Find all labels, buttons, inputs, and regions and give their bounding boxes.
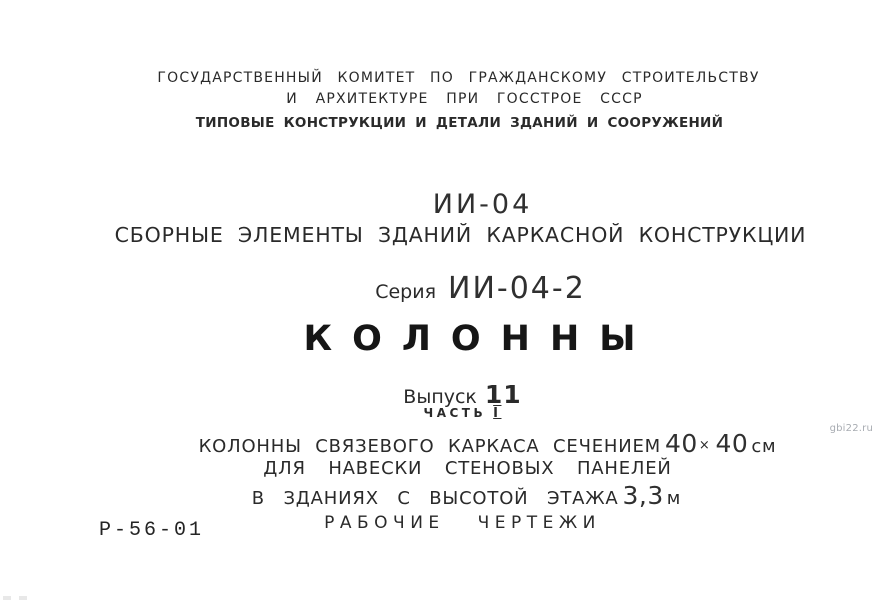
section-dimension-unit: см: [751, 436, 777, 457]
main-title: КОЛОННЫ: [303, 319, 656, 359]
subtitle-line-1: [49, 430, 877, 458]
series-group-name: СБОРНЫЕ ЭЛЕМЕНТЫ ЗДАНИЙ КАРКАСНОЙ КОНСТРУКЦИИ: [114, 223, 807, 247]
issue-number: 11: [484, 380, 522, 409]
org-header-line-1: ГОСУДАРСТВЕННЫЙ КОМИТЕТ ПО ГРАЖДАНСКОМУ СТРОИТЕЛЬСТВУ: [157, 70, 760, 86]
series-group-code: ИИ-04: [432, 189, 533, 220]
subtitle-line-3: [28, 482, 877, 510]
part-line: [24, 407, 877, 421]
part-label: ЧАСТЬ: [423, 406, 487, 420]
scan-artifact: [3, 596, 31, 600]
document-code-stamp: Р-56-01: [99, 519, 205, 542]
org-header-line-2: И АРХИТЕКТУРЕ ПРИ ГОССТРОЕ СССР: [286, 91, 643, 107]
working-drawings-label: РАБОЧИЕ ЧЕРТЕЖИ: [324, 513, 601, 533]
multiplication-sign: ×: [698, 438, 711, 453]
section-dimension-b: 40: [715, 429, 749, 458]
floor-height-value: 3,3: [622, 481, 664, 510]
series-label: Серия: [375, 281, 436, 303]
subtitle-line-3-text: В ЗДАНИЯХ С ВЫСОТОЙ ЭТАЖА: [251, 488, 619, 509]
part-number: I: [493, 406, 502, 421]
subtitle-line-1-text: КОЛОННЫ СВЯЗЕВОГО КАРКАСА СЕЧЕНИЕМ: [198, 436, 662, 457]
floor-height-unit: м: [666, 488, 682, 509]
series-number: ИИ-04-2: [448, 271, 586, 306]
issue-label: Выпуск: [403, 386, 477, 408]
issue-line: [24, 381, 877, 409]
subtitle-line-2: ДЛЯ НАВЕСКИ СТЕНОВЫХ ПАНЕЛЕЙ: [263, 458, 672, 479]
section-dimension-a: 40: [665, 429, 698, 458]
collection-title-line: ТИПОВЫЕ КОНСТРУКЦИИ И ДЕТАЛИ ЗДАНИЙ И СООРУЖЕНИЙ: [195, 115, 724, 131]
series-number-line: [42, 272, 877, 305]
watermark-text: gbi22.ru: [829, 423, 873, 434]
